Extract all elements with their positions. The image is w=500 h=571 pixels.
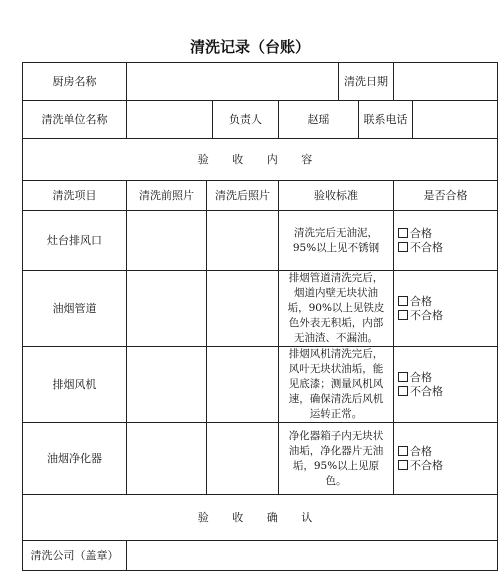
table-row [23,423,498,495]
acceptance-standard: 排烟管道清洗完后，烟道内壁无块状油垢，90%以上见铁皮色外表无积垢，内部无油渣、不漏油。 [279,271,394,347]
col-header-qualified: 是否合格 [394,181,498,211]
fail-option[interactable] [398,385,493,399]
acceptance-standard: 排烟风机清洗完后，风叶无块状油垢，能见底漆；测量风机风速，确保清洗后风机运转正常。 [279,347,394,423]
kitchen-name-label: 厨房名称 [23,63,127,101]
table-row [23,347,498,423]
qualified-cell [394,423,498,495]
before-photo-cell[interactable] [127,423,207,495]
col-header-before-photo: 清洗前照片 [127,181,207,211]
pass-option[interactable] [398,445,493,459]
acceptance-standard: 净化器箱子内无块状油垢，净化器片无油垢，95%以上见原色。 [279,423,394,495]
checkbox-icon [398,296,408,306]
person-in-charge-label: 负责人 [213,101,279,139]
cleaning-date-label: 清洗日期 [339,63,394,101]
pass-option[interactable] [398,295,493,309]
item-name: 油烟管道 [23,271,127,347]
acceptance-content-header: 验 收 内 容 [23,139,498,181]
after-photo-cell[interactable] [207,211,279,271]
after-photo-cell[interactable] [207,271,279,347]
fail-label: 不合格 [410,240,443,254]
pass-option[interactable] [398,227,493,241]
after-photo-cell[interactable] [207,423,279,495]
unit-row [23,101,498,139]
acceptance-standard: 清洗完后无油泥，95%以上见不锈钢 [279,211,394,271]
pass-label: 合格 [410,226,432,240]
acceptance-confirm-header: 验 收 确 认 [23,495,498,541]
column-header-row [23,181,498,211]
company-stamp-field[interactable] [127,541,498,571]
col-header-item: 清洗项目 [23,181,127,211]
col-header-after-photo: 清洗后照片 [207,181,279,211]
checkbox-icon [398,386,408,396]
cleaning-unit-label: 清洗单位名称 [23,101,127,139]
checkbox-icon [398,310,408,320]
checkbox-icon [398,446,408,456]
checkbox-icon [398,228,408,238]
fail-label: 不合格 [410,308,443,322]
pass-label: 合格 [410,444,432,458]
cleaning-unit-field[interactable] [127,101,213,139]
fail-option[interactable] [398,241,493,255]
table-row [23,271,498,347]
phone-field[interactable] [413,101,498,139]
checkbox-icon [398,372,408,382]
before-photo-cell[interactable] [127,271,207,347]
col-header-standard: 验收标准 [279,181,394,211]
qualified-cell [394,347,498,423]
pass-label: 合格 [410,294,432,308]
before-photo-cell[interactable] [127,347,207,423]
acceptance-header-row [23,139,498,181]
qualified-cell [394,271,498,347]
document-title: 清洗记录（台账） [189,38,310,56]
fail-option[interactable] [398,309,493,323]
before-photo-cell[interactable] [127,211,207,271]
kitchen-name-field[interactable] [127,63,339,101]
item-name: 油烟净化器 [23,423,127,495]
table-row [23,211,498,271]
fail-option[interactable] [398,459,493,473]
company-stamp-label: 清洗公司（盖章） [23,541,127,571]
confirm-header-row [23,495,498,541]
cleaning-record-table [22,62,498,571]
after-photo-cell[interactable] [207,347,279,423]
company-row [23,541,498,571]
fail-label: 不合格 [410,458,443,472]
pass-label: 合格 [410,370,432,384]
item-name: 灶台排风口 [23,211,127,271]
cleaning-date-field[interactable] [394,63,498,101]
phone-label: 联系电话 [359,101,413,139]
item-name: 排烟风机 [23,347,127,423]
checkbox-icon [398,242,408,252]
person-in-charge-value[interactable]: 赵瑶 [279,101,359,139]
qualified-cell [394,211,498,271]
fail-label: 不合格 [410,384,443,398]
kitchen-row [23,63,498,101]
pass-option[interactable] [398,371,493,385]
checkbox-icon [398,460,408,470]
